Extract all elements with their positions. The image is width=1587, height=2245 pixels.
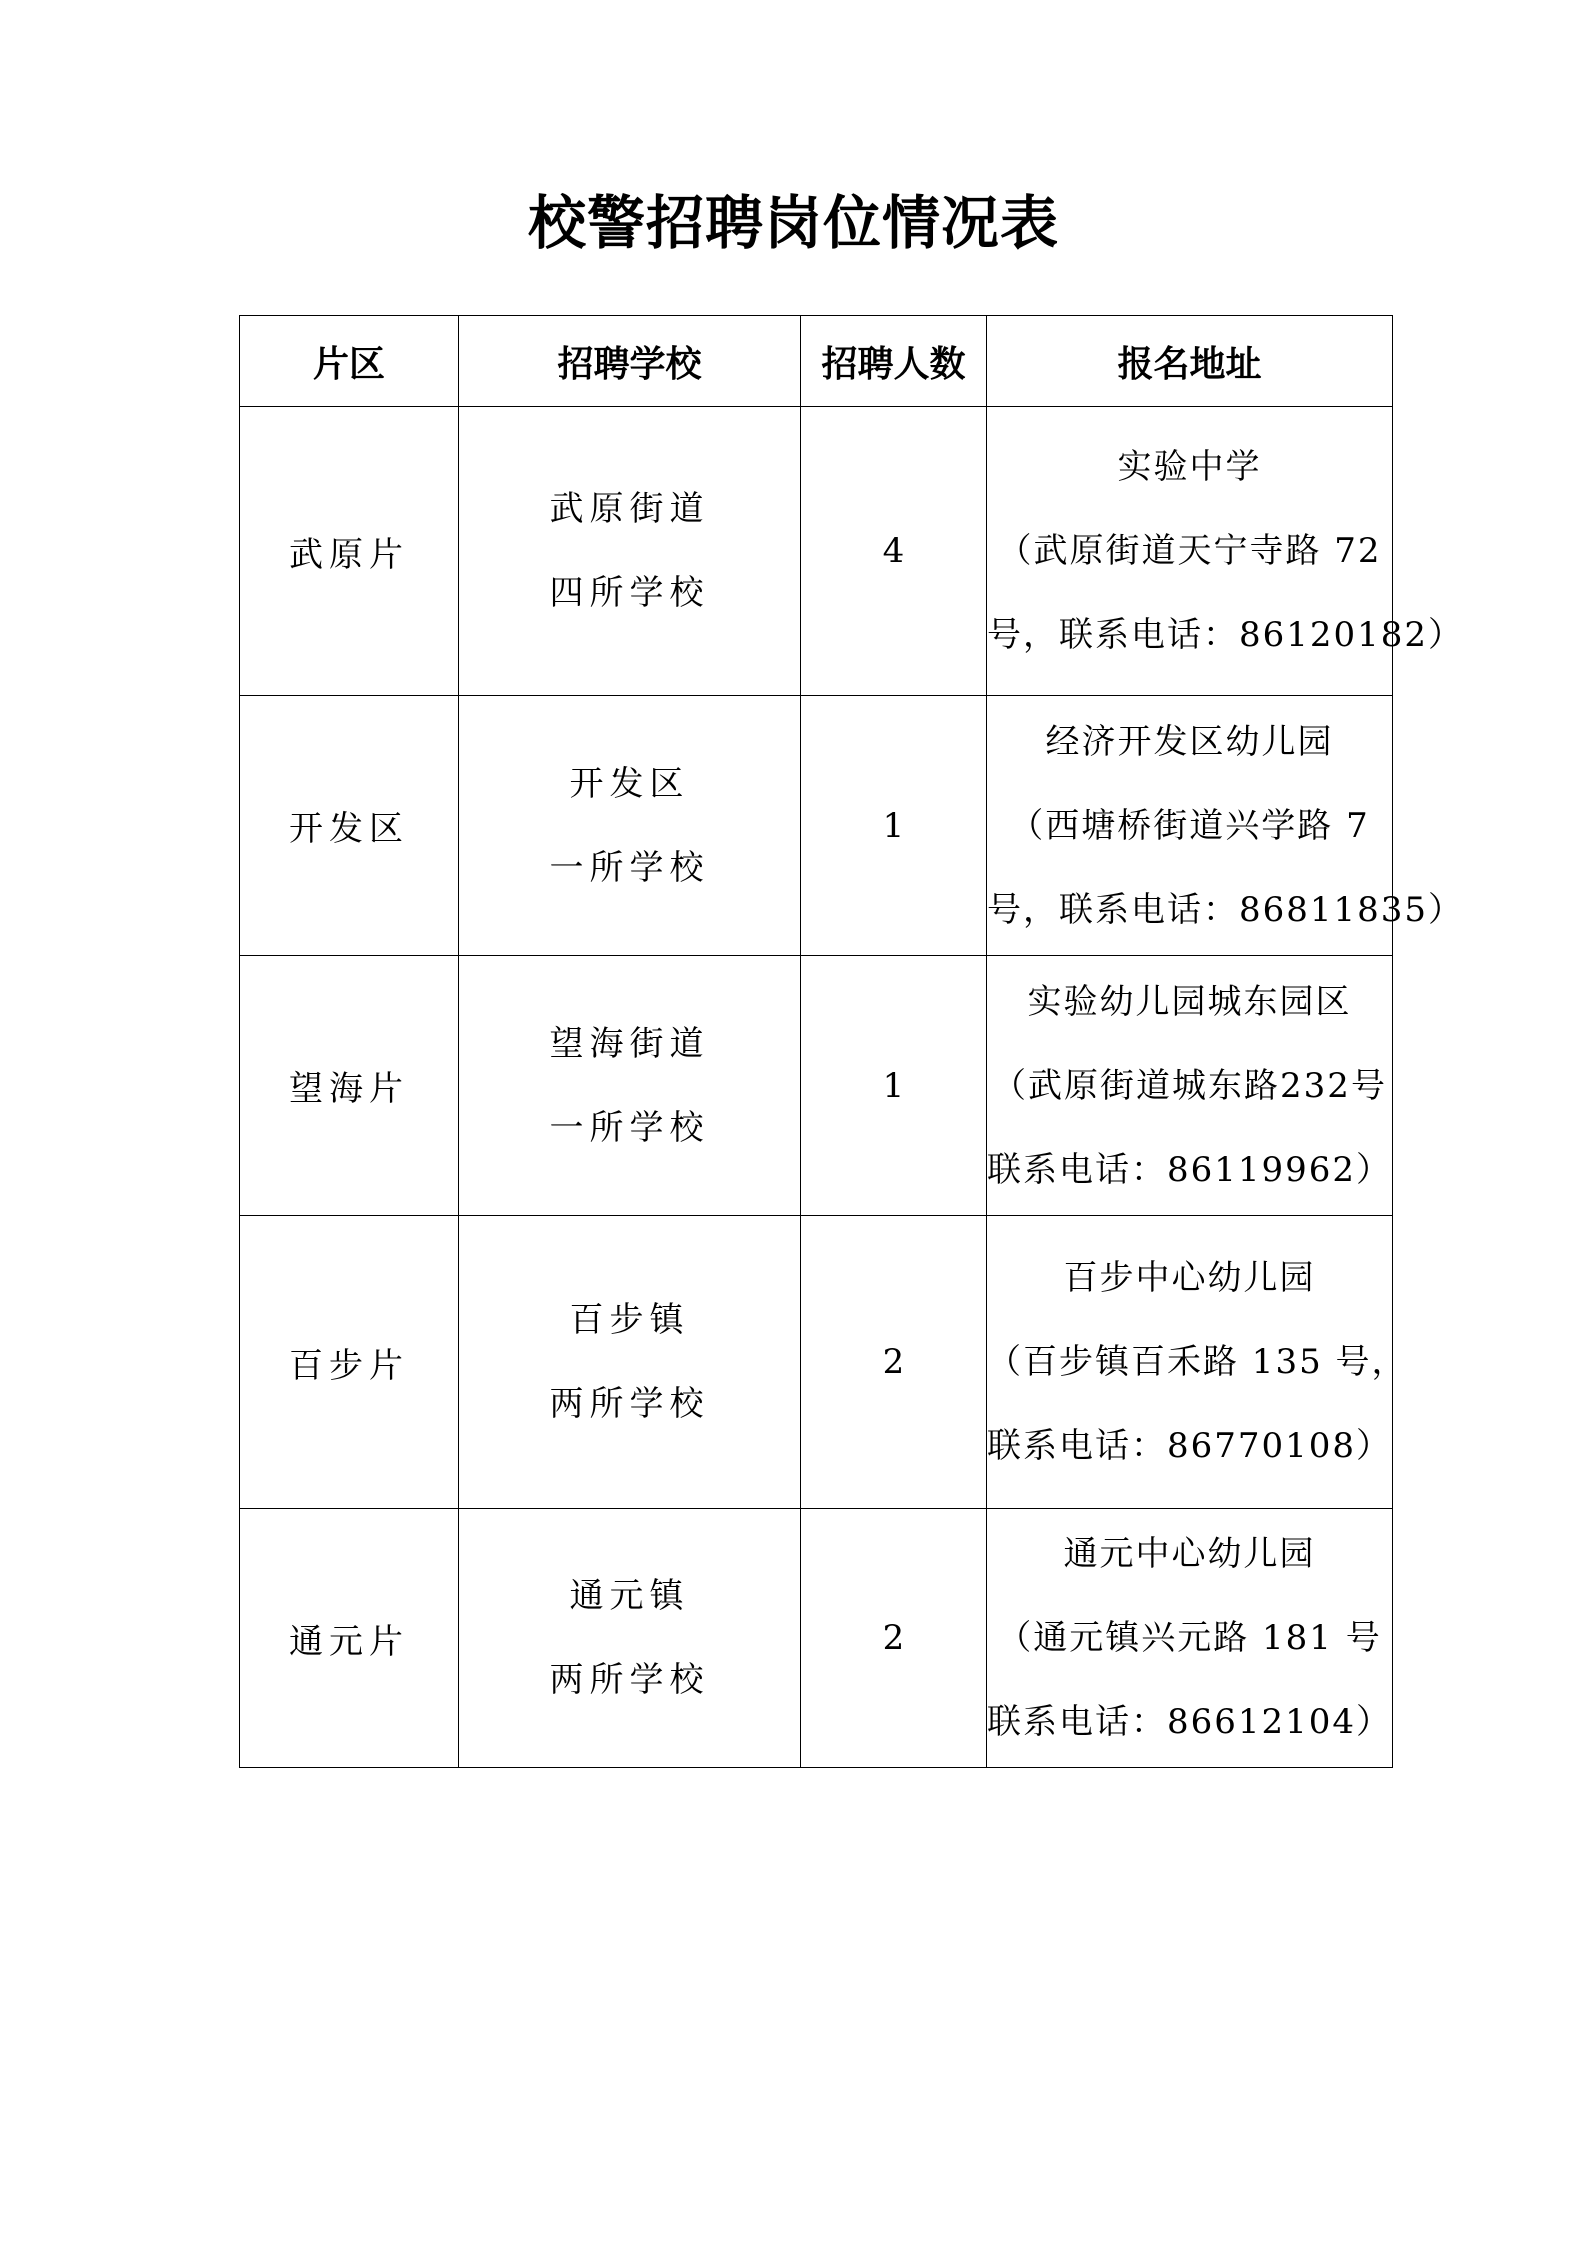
address-line: 经济开发区幼儿园	[1045, 721, 1334, 762]
school-cell	[459, 1509, 801, 1768]
area-cell: 武原片	[240, 407, 459, 696]
address-line: （西塘桥街道兴学路 7	[1009, 805, 1370, 846]
count-cell: 1	[801, 696, 987, 956]
header-count: 招聘人数	[801, 316, 987, 407]
address-line: （通元镇兴元路 181 号	[997, 1618, 1382, 1658]
address-line: 号，联系电话：86120182）	[987, 615, 1465, 655]
school-line: 通元镇	[569, 1576, 690, 1616]
table-header-row	[240, 316, 1393, 407]
school-cell	[459, 956, 801, 1216]
school-line: 望海街道	[549, 1023, 710, 1064]
address-line: （百步镇百禾路 135 号，	[987, 1342, 1408, 1382]
address-cell	[987, 1216, 1408, 1509]
address-line: （武原街道城东路232号	[992, 1065, 1387, 1106]
school-line: 一所学校	[549, 1107, 710, 1148]
address-cell	[987, 1509, 1393, 1768]
area-cell: 百步片	[240, 1216, 459, 1509]
area-cell: 通元片	[240, 1509, 459, 1768]
table-row	[240, 1509, 1393, 1768]
school-line: 一所学校	[549, 847, 710, 888]
school-line: 四所学校	[549, 573, 710, 613]
count-cell: 1	[801, 956, 987, 1216]
page-title: 校警招聘岗位情况表	[527, 189, 1059, 257]
count-cell: 4	[801, 407, 987, 696]
address-line: 联系电话：86770108）	[987, 1426, 1393, 1466]
school-cell	[459, 407, 801, 696]
address-cell	[987, 407, 1465, 696]
count-cell: 2	[801, 1509, 987, 1768]
header-address: 报名地址	[987, 316, 1393, 407]
area-cell: 望海片	[240, 956, 459, 1216]
address-cell	[987, 956, 1393, 1216]
school-line: 百步镇	[569, 1300, 690, 1340]
header-school: 招聘学校	[459, 316, 801, 407]
school-line: 两所学校	[549, 1660, 710, 1700]
address-cell	[987, 696, 1465, 956]
table-row	[240, 956, 1393, 1216]
address-line: 联系电话：86119962）	[987, 1149, 1393, 1190]
table-row	[240, 407, 1393, 696]
recruitment-table	[239, 315, 1465, 1768]
area-cell: 开发区	[240, 696, 459, 956]
address-line: 通元中心幼儿园	[1063, 1534, 1316, 1574]
table-row	[240, 696, 1393, 956]
address-line: 实验中学	[1117, 447, 1262, 487]
address-line: 百步中心幼儿园	[1063, 1258, 1316, 1298]
count-cell: 2	[801, 1216, 987, 1509]
address-line: （武原街道天宁寺路 72	[997, 531, 1382, 571]
address-line: 实验幼儿园城东园区	[1027, 981, 1352, 1022]
school-line: 两所学校	[549, 1384, 710, 1424]
address-line: 联系电话：86612104）	[987, 1702, 1393, 1742]
header-area: 片区	[240, 316, 459, 407]
table-row	[240, 1216, 1393, 1509]
school-line: 开发区	[569, 763, 690, 804]
school-line: 武原街道	[549, 489, 710, 529]
address-line: 号，联系电话：86811835）	[987, 889, 1465, 930]
school-cell	[459, 1216, 801, 1509]
school-cell	[459, 696, 801, 956]
